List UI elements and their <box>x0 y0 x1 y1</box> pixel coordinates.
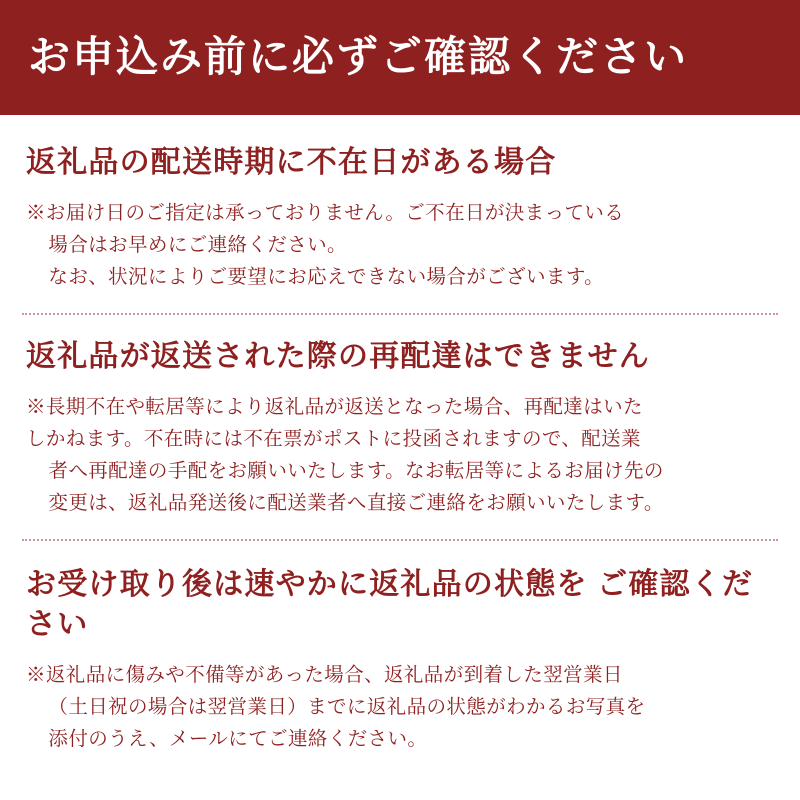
notice-section-inspection <box>0 541 800 765</box>
body-line: しかねます。不在時には不在票がポストに投函されますので、配送業 <box>26 427 641 450</box>
section-body <box>26 391 774 520</box>
body-line: ※お届け日のご指定は承っておりません。ご不在日が決まっている <box>26 201 625 224</box>
body-line: ※返礼品に傷みや不備等があった場合、返礼品が到着した翌営業日 <box>26 663 623 686</box>
section-heading-line: お受け取り後は速やかに返礼品の状態を <box>26 568 588 602</box>
body-line: 者へ再配達の手配をお願いいたします。なお転居等によるお届け先の <box>48 460 664 483</box>
section-heading: 返礼品が返送された際の再配達はできません <box>26 340 650 374</box>
section-body <box>26 659 774 756</box>
section-body <box>26 197 774 294</box>
page-title: お申込み前に必ずご確認ください <box>28 33 689 81</box>
section-heading: 返礼品の配送時期に不在日がある場合 <box>26 146 557 179</box>
section-heading <box>26 565 774 644</box>
page-banner <box>0 0 800 115</box>
notice-section-absence <box>0 115 800 313</box>
body-line: 添付のうえ、メールにてご連絡ください。 <box>48 727 428 750</box>
body-line: ※長期不在や転居等により返礼品が返送となった場合、再配達はいた <box>26 395 643 418</box>
section-heading-line: ご確認ください <box>26 568 754 641</box>
notice-content <box>0 115 800 800</box>
body-line: なお、状況によりご要望にお応えできない場合がございます。 <box>48 265 605 288</box>
body-line: 場合はお早めにご連絡ください。 <box>48 233 347 256</box>
body-line: 変更は、返礼品発送後に配送業者へ直接ご連絡をお願いいたします。 <box>48 492 664 515</box>
notice-section-redelivery <box>0 315 800 539</box>
body-line: （土日祝の場合は翌営業日）までに返礼品の状態がわかるお写真を <box>48 695 646 718</box>
